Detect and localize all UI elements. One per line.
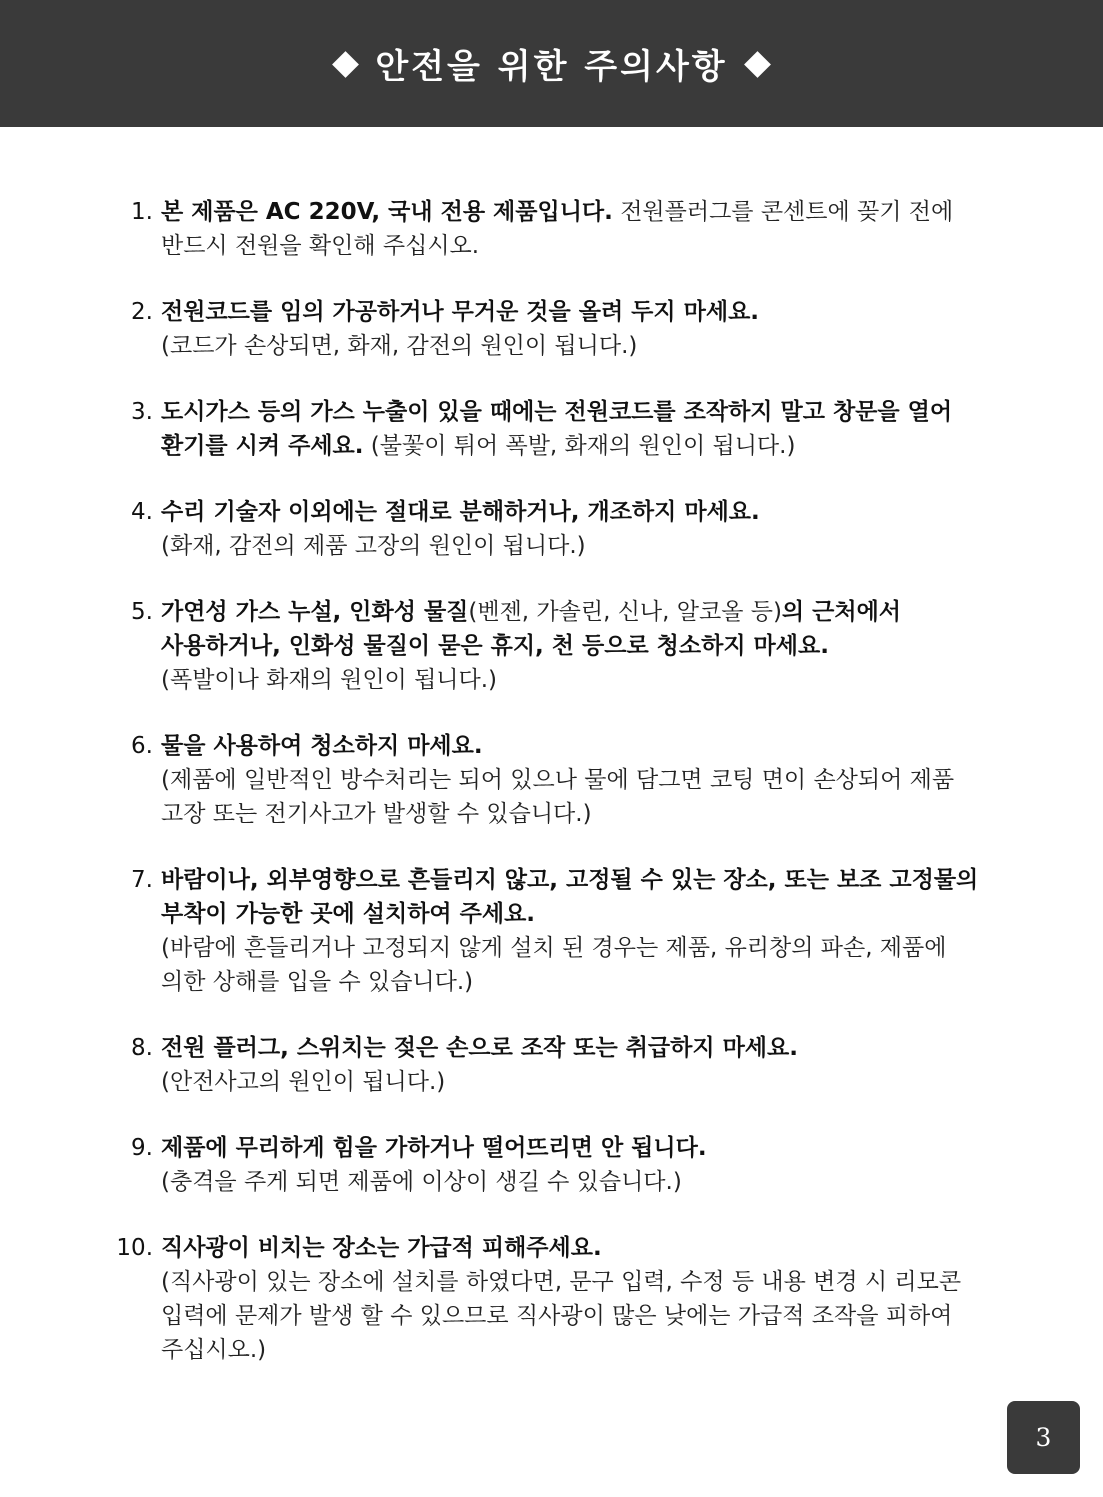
safety-precautions-list [100,195,990,1399]
page-number-badge [1007,1401,1080,1474]
item-number: 3. [131,399,153,425]
item-note: (불꽃이 튀어 폭발, 화재의 원인이 됩니다.) [363,433,796,459]
item-inline-note: (벤젠, 가솔린, 신나, 알코올 등) [468,599,782,625]
diamond-icon [332,51,359,78]
list-item [100,863,990,999]
item-heading: 직사광이 비치는 장소는 가급적 피해주세요. [161,1235,602,1261]
item-note: (직사광이 있는 장소에 설치를 하였다면, 문구 입력, 수정 등 내용 변경 시 리모콘 입력에 문제가 발생 할 수 있으므로 직사광이 많은 낮에는 가급적 조작을 피하여 주십시오.) [161,1269,962,1363]
list-item [100,1131,990,1199]
item-heading-a: 가연성 가스 누설, 인화성 물질 [161,599,469,625]
list-item [100,395,990,463]
page-title [316,39,786,88]
item-number: 8. [131,1035,153,1061]
item-heading: 전원 플러그, 스위치는 젖은 손으로 조작 또는 취급하지 마세요. [161,1035,798,1061]
item-heading: 본 제품은 AC 220V, 국내 전용 제품입니다. [161,199,613,225]
diamond-icon [744,51,771,78]
list-item [100,595,990,697]
item-number: 7. [131,867,153,893]
item-heading: 수리 기술자 이외에는 절대로 분해하거나, 개조하지 마세요. [161,499,760,525]
item-heading: 바람이나, 외부영향으로 흔들리지 않고, 고정될 수 있는 장소, 또는 보조 고정물의 부착이 가능한 곳에 설치하여 주세요. [161,867,979,927]
list-item [100,1231,990,1367]
item-note: 전원플러그를 콘센트에 꽂기 전에 반드시 전원을 확인해 주십시오. [161,199,954,259]
list-item [100,195,990,263]
list-item [100,495,990,563]
list-item [100,729,990,831]
item-number: 5. [131,599,153,625]
item-note: (바람에 흔들리거나 고정되지 않게 설치 된 경우는 제품, 유리창의 파손, 제품에 의한 상해를 입을 수 있습니다.) [161,935,947,995]
item-number: 4. [131,499,153,525]
item-note: (안전사고의 원인이 됩니다.) [161,1069,446,1095]
list-item [100,295,990,363]
item-number: 10. [116,1235,153,1261]
item-number: 6. [131,733,153,759]
item-note: (화재, 감전의 제품 고장의 원인이 됩니다.) [161,533,586,559]
page-number: 3 [1035,1423,1052,1452]
item-heading-b: 의 근처에서 사용하거나, 인화성 물질이 묻은 휴지, 천 등으로 청소하지 마세요. [161,599,902,659]
item-heading: 물을 사용하여 청소하지 마세요. [161,733,483,759]
header-band [0,0,1103,127]
item-heading: 전원코드를 임의 가공하거나 무거운 것을 올려 두지 마세요. [161,299,760,325]
item-heading: 제품에 무리하게 힘을 가하거나 떨어뜨리면 안 됩니다. [161,1135,707,1161]
item-note: (충격을 주게 되면 제품에 이상이 생길 수 있습니다.) [161,1169,682,1195]
item-number: 9. [131,1135,153,1161]
item-note: (코드가 손상되면, 화재, 감전의 원인이 됩니다.) [161,333,638,359]
item-number: 2. [131,299,153,325]
item-note: (제품에 일반적인 방수처리는 되어 있으나 물에 담그면 코팅 면이 손상되어 제품 고장 또는 전기사고가 발생할 수 있습니다.) [161,767,955,827]
item-heading: 도시가스 등의 가스 누출이 있을 때에는 전원코드를 조작하지 말고 창문을 열어 환기를 시켜 주세요. [161,399,953,459]
item-note: (폭발이나 화재의 원인이 됩니다.) [161,667,498,693]
list-item [100,1031,990,1099]
item-number: 1. [131,199,153,225]
page-title-text: 안전을 위한 주의사항 [375,47,728,87]
